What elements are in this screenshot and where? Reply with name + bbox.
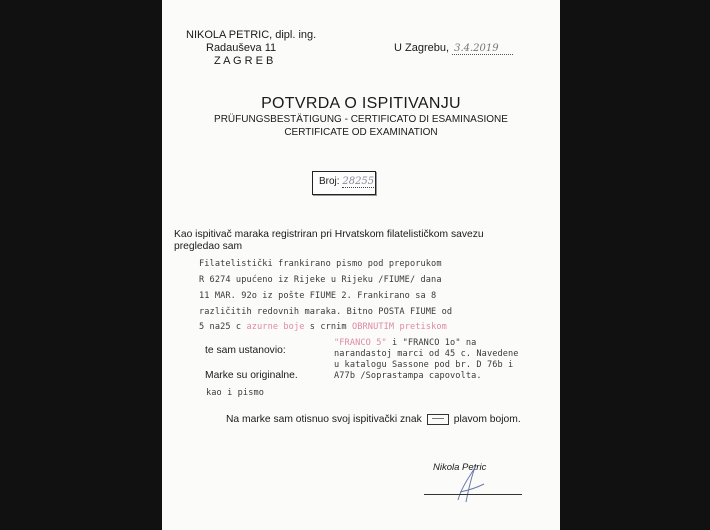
description-line-5-a: 5 na25 c <box>199 322 242 332</box>
description-line-4: različitih redovnih maraka. Bitno POSTA FIUME od <box>199 307 453 317</box>
signature-name: Nikola Petric <box>433 462 487 473</box>
certificate-page <box>162 0 560 530</box>
description-line-5-c: s crnim <box>309 322 347 332</box>
issuer-city: Z A G R E B <box>214 55 274 67</box>
description-line-5-b: azurne boje <box>246 322 305 332</box>
findings-line-1 <box>334 338 476 348</box>
originals-extra: kao i pismo <box>206 388 265 398</box>
description-line-2: R 6274 upućeno iz Rijeke u Rijeku /FIUME/ dana <box>199 275 442 285</box>
intro-line-2: pregledao sam <box>174 241 243 252</box>
issuer-name: NIKOLA PETRIC, dipl. ing. <box>186 29 317 41</box>
issuer-street: Radauševa 11 <box>206 42 277 54</box>
findings-line-1-b: i "FRANCO 1o" na <box>392 338 477 348</box>
place-prefix: U Zagrebu, <box>394 42 450 54</box>
place-date <box>394 42 513 54</box>
originals-label: Marke su originalne. <box>205 370 298 381</box>
findings-label: te sam ustanovio: <box>205 345 286 356</box>
description-line-5 <box>199 322 447 332</box>
description-line-5-d: OBRNUTIM pretiskom <box>351 322 447 332</box>
findings-line-3: u katalogu Sassone pod br. D 76b i <box>334 360 514 370</box>
intro-line-1: Kao ispitivač maraka registriran pri Hrvatskom filatelističkom savezu <box>174 229 484 240</box>
page-title: POTVRDA O ISPITIVANJU <box>261 95 461 112</box>
stamp-note-after: plavom bojom. <box>453 414 521 425</box>
number-label: Broj: <box>319 176 340 187</box>
findings-line-1-a: "FRANCO 5" <box>334 338 387 348</box>
number-value: 28255 <box>342 176 375 187</box>
description-line-3: 11 MAR. 92o iz pošte FIUME 2. Frankirano sa 8 <box>199 291 437 301</box>
signature-scribble <box>440 456 500 506</box>
date-value: 3.4.2019 <box>452 43 513 55</box>
examiner-mark <box>427 414 449 425</box>
title-sub-2: CERTIFICATE OD EXAMINATION <box>284 127 438 138</box>
stamp-note <box>226 414 521 425</box>
stamp-note-before: Na marke sam otisnuo svoj ispitivački znak <box>226 414 422 425</box>
findings-line-2: narandastoj marci od 45 c. Navedene <box>334 349 519 359</box>
signature-line <box>424 494 522 495</box>
description-line-1: Filatelistički frankirano pismo pod preporukom <box>199 259 442 269</box>
title-sub-1: PRÜFUNGSBESTÄTIGUNG - CERTIFICATO DI ESAMINASIONE <box>214 114 508 125</box>
examiner-mark-scribble <box>432 418 444 419</box>
number-field <box>319 176 374 187</box>
findings-line-4: A77b /Soprastampa capovolta. <box>334 371 482 381</box>
